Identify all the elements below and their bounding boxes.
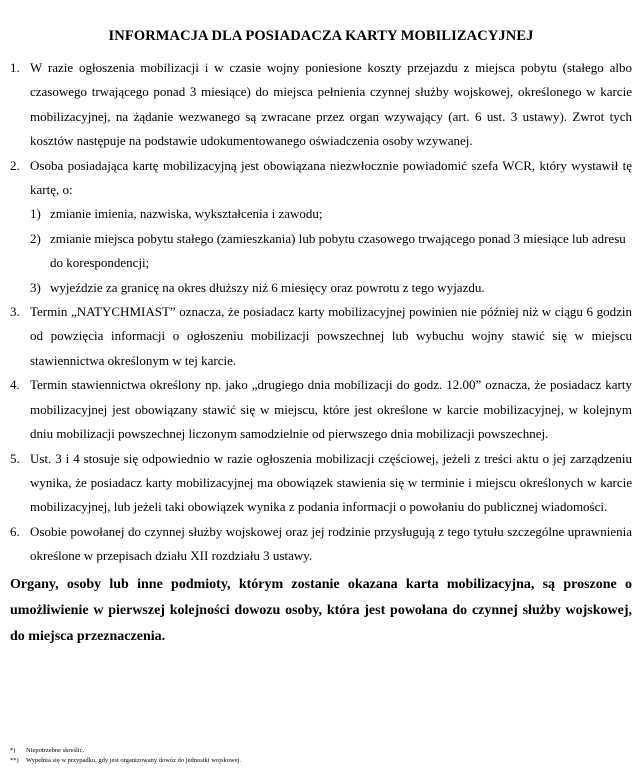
sub-item-number: 2) bbox=[30, 230, 41, 246]
footnotes bbox=[10, 746, 610, 765]
list-item bbox=[10, 300, 632, 373]
sub-list-item bbox=[10, 227, 632, 276]
item-text: W razie ogłoszenia mobilizacji i w czasie wojny poniesione koszty przejazdu z miejsca pobytu (stałego albo czasowego trwającego ponad 3 miesiące) do miejsca pełnienia czynnej służby wojskowej, określonego w karcie mobilizacyjnej, na żądanie wezwanego są zwracane przez organ wzywający (art. 6 ust. 3 ustawy). Zwrot tych kosztów następuje na podstawie udokumentowanego oświadczenia osoby wzywanej. bbox=[30, 60, 632, 149]
item-number: 4. bbox=[10, 377, 20, 393]
item-number: 5. bbox=[10, 450, 20, 466]
item-text: Termin stawiennictwa określony np. jako „drugiego dnia mobilizacji do godz. 12.00” oznacza, że posiadacz karty mobilizacyjnej jest obowiązany stawić się w miejscu, które jest określone w karcie mobilizacyjnej, w kolejnym dniu mobilizacji powszechnej liczonym samodzielnie od pierwszego dnia mobilizacji powszechnej. bbox=[30, 377, 632, 442]
list-item bbox=[10, 373, 632, 446]
sub-item-text: wyjeździe za granicę na okres dłuższy niż 6 miesięcy oraz powrotu z tego wyjazdu. bbox=[50, 279, 485, 295]
sub-item-text: zmianie imienia, nazwiska, wykształcenia i zawodu; bbox=[50, 206, 323, 222]
list-item bbox=[10, 56, 632, 154]
item-text: Osobie powołanej do czynnej służby wojskowej oraz jej rodzinie przysługują z tego tytułu szczególne uprawnienia określone w przepisach działu XII rozdziału 3 ustawy. bbox=[30, 523, 632, 564]
sub-item-number: 3) bbox=[30, 279, 41, 295]
item-text: Osoba posiadająca kartę mobilizacyjną jest obowiązana niezwłocznie powiadomić szefa WCR, który wystawił tę kartę, o: bbox=[30, 157, 632, 198]
footnote bbox=[10, 746, 610, 756]
request-paragraph: Organy, osoby lub inne podmioty, którym zostanie okazana karta mobilizacyjna, są proszone o umożliwienie w pierwszej kolejności dowozu osoby, która jest powołana do czynnej służby wojskowej, do miejsca przeznaczenia. bbox=[10, 577, 632, 644]
sub-list-item bbox=[10, 202, 632, 226]
document-title: INFORMACJA DLA POSIADACZA KARTY MOBILIZACYJNEJ bbox=[108, 28, 534, 44]
item-number: 6. bbox=[10, 523, 20, 539]
item-number: 2. bbox=[10, 157, 20, 173]
list-item bbox=[10, 520, 632, 569]
footnote bbox=[10, 756, 610, 766]
numbered-list bbox=[10, 56, 632, 569]
item-text: Termin „NATYCHMIAST” oznacza, że posiadacz karty mobilizacyjnej powinien nie później niż w ciągu 6 godzin od powzięcia informacji o ogłoszeniu mobilizacji powszechnej lub wybuchu wojny stawić się w miejscu stawiennictwa określonym w tej karcie. bbox=[30, 304, 632, 368]
footnote-mark: **) bbox=[10, 756, 19, 764]
list-item bbox=[10, 447, 632, 520]
sub-list-item bbox=[10, 276, 632, 300]
item-text: Ust. 3 i 4 stosuje się odpowiednio w razie ogłoszenia mobilizacji częściowej, jeżeli z treści aktu o jej zarządzeniu wynika, że posiadacz karty mobilizacyjnej ma obowiązek stawienia się w terminie i miejscu określonych w karcie mobilizacyjnej, lub jeżeli taki obowiązek wynika z podania informacji o powołaniu do publicznej wiadomości. bbox=[30, 450, 632, 515]
list-item bbox=[10, 154, 632, 203]
footnote-text: Niepotrzebne skreślić. bbox=[26, 747, 85, 754]
footnote-mark: *) bbox=[10, 747, 16, 754]
item-number: 3. bbox=[10, 304, 20, 320]
sub-item-text: zmianie miejsca pobytu stałego (zamieszkania) lub pobytu czasowego trwającego ponad 3 miesiące lub adresu do korespondencji; bbox=[50, 230, 626, 271]
sub-item-number: 1) bbox=[30, 206, 41, 222]
footnote-text: Wypełnia się w przypadku, gdy jest organizowany dowóz do jednostki wojskowej. bbox=[26, 756, 242, 764]
item-number: 1. bbox=[10, 60, 20, 75]
